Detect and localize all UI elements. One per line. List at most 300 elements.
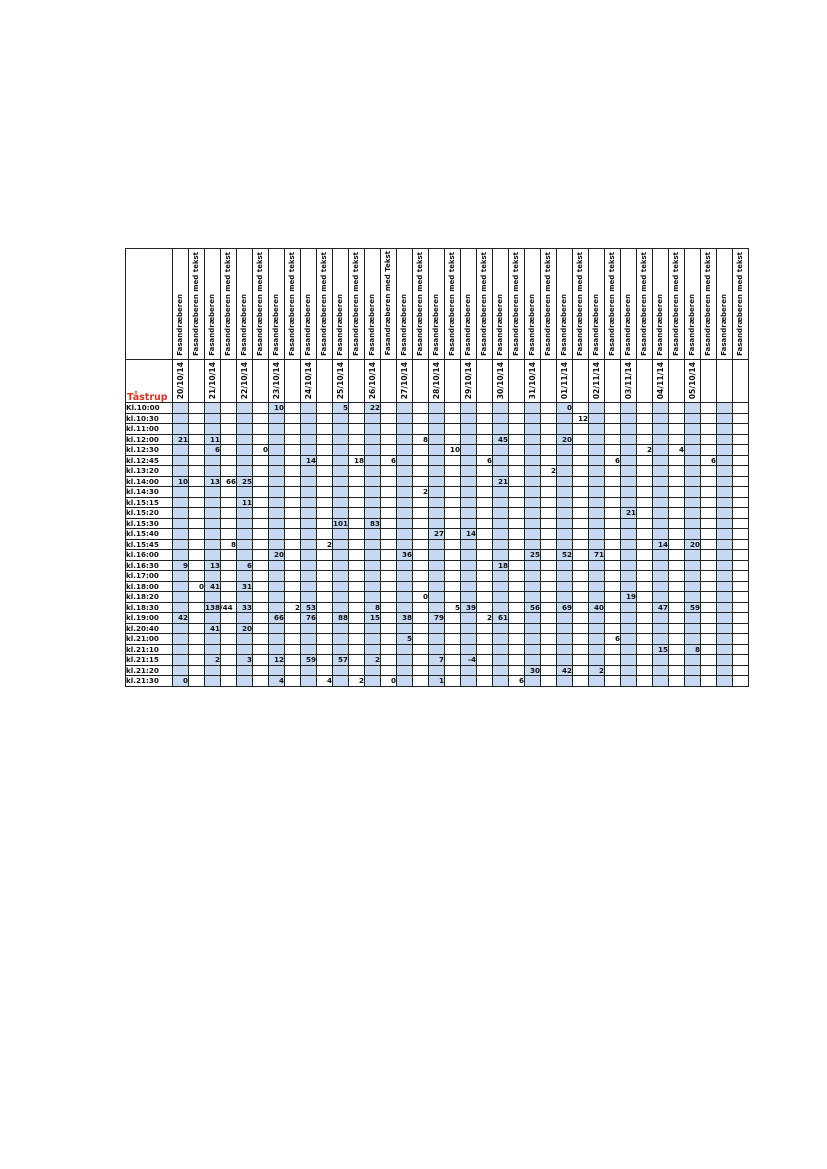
date-cell: [173, 359, 189, 402]
count-cell: [205, 634, 221, 645]
count-cell: [525, 644, 541, 655]
count-cell: [397, 529, 413, 540]
count-cell: [493, 497, 509, 508]
column-header-label: Fasandræberen: [656, 293, 664, 356]
count-cell: [701, 466, 717, 477]
count-cell: -4: [461, 655, 477, 666]
count-cell: [413, 655, 429, 666]
column-header-label: Fasandræberen: [336, 293, 344, 356]
count-cell: [525, 434, 541, 445]
count-cell: [573, 508, 589, 519]
count-cell: [573, 571, 589, 582]
column-header-label: Fasandræberen med tekst: [448, 251, 456, 356]
count-cell: 45: [493, 434, 509, 445]
count-cell: [573, 634, 589, 645]
count-cell: [301, 466, 317, 477]
count-cell: [685, 592, 701, 603]
count-cell: [653, 592, 669, 603]
count-cell: [557, 476, 573, 487]
count-cell: [653, 655, 669, 666]
count-cell: [349, 424, 365, 435]
count-cell: [285, 665, 301, 676]
count-cell: [349, 476, 365, 487]
count-cell: [605, 487, 621, 498]
column-header-label: Fasandræberen med tekst: [320, 251, 328, 356]
date-label: 27/10/14: [399, 361, 409, 399]
column-header: [205, 249, 221, 360]
count-cell: [285, 497, 301, 508]
count-cell: [621, 550, 637, 561]
count-cell: [381, 497, 397, 508]
count-cell: 79: [429, 613, 445, 624]
count-cell: [669, 403, 685, 414]
count-cell: [685, 623, 701, 634]
count-cell: [493, 550, 509, 561]
count-cell: [461, 634, 477, 645]
count-cell: 83: [365, 518, 381, 529]
count-cell: 0: [253, 445, 269, 456]
count-cell: 5: [445, 602, 461, 613]
count-cell: [317, 571, 333, 582]
count-cell: [333, 529, 349, 540]
count-cell: [525, 571, 541, 582]
count-cell: [397, 455, 413, 466]
count-cell: [621, 487, 637, 498]
count-cell: [317, 434, 333, 445]
count-cell: [701, 644, 717, 655]
count-cell: [269, 424, 285, 435]
count-cell: [253, 413, 269, 424]
count-cell: [637, 623, 653, 634]
count-cell: [733, 655, 749, 666]
column-header-label: Fasandræberen: [400, 293, 408, 356]
count-cell: [685, 676, 701, 687]
count-cell: [477, 413, 493, 424]
count-cell: [541, 613, 557, 624]
count-cell: [653, 424, 669, 435]
count-cell: [365, 508, 381, 519]
count-cell: [205, 466, 221, 477]
count-cell: 31: [237, 581, 253, 592]
date-label: 02/11/14: [591, 361, 601, 399]
time-label: kl.16:30: [126, 560, 173, 571]
count-cell: [621, 613, 637, 624]
count-cell: [333, 434, 349, 445]
count-cell: [733, 539, 749, 550]
count-cell: 18: [349, 455, 365, 466]
count-cell: [477, 445, 493, 456]
count-cell: [301, 592, 317, 603]
table-row: [126, 424, 749, 435]
count-cell: [685, 560, 701, 571]
count-cell: [717, 613, 733, 624]
column-header-label: Fasandræberen: [464, 293, 472, 356]
table-row: [126, 434, 749, 445]
count-cell: [541, 539, 557, 550]
count-cell: [413, 623, 429, 634]
count-cell: [621, 665, 637, 676]
count-cell: [717, 550, 733, 561]
count-cell: [733, 403, 749, 414]
count-cell: [669, 634, 685, 645]
count-cell: [205, 413, 221, 424]
count-cell: [253, 466, 269, 477]
count-cell: [701, 634, 717, 645]
date-cell: [397, 359, 413, 402]
count-cell: [445, 529, 461, 540]
count-cell: [397, 508, 413, 519]
count-cell: [301, 539, 317, 550]
count-cell: [413, 539, 429, 550]
count-cell: [317, 487, 333, 498]
count-cell: [701, 445, 717, 456]
count-cell: [653, 476, 669, 487]
count-cell: [349, 518, 365, 529]
schedule-sheet: [125, 248, 744, 702]
count-cell: [413, 518, 429, 529]
count-cell: [301, 434, 317, 445]
count-cell: [701, 424, 717, 435]
time-label: kl.15:15: [126, 497, 173, 508]
count-cell: [605, 403, 621, 414]
count-cell: [285, 455, 301, 466]
count-cell: [573, 497, 589, 508]
count-cell: 2: [349, 676, 365, 687]
date-cell: [205, 359, 221, 402]
count-cell: [429, 644, 445, 655]
count-cell: [605, 434, 621, 445]
count-cell: [461, 560, 477, 571]
count-cell: [173, 455, 189, 466]
count-cell: 40: [589, 602, 605, 613]
count-cell: [477, 529, 493, 540]
count-cell: [493, 571, 509, 582]
date-cell: [685, 359, 701, 402]
count-cell: [685, 466, 701, 477]
count-cell: [301, 571, 317, 582]
count-cell: [285, 413, 301, 424]
column-header-label: Fasandræberen: [592, 293, 600, 356]
table-row: [126, 518, 749, 529]
count-cell: [669, 476, 685, 487]
count-cell: [621, 445, 637, 456]
count-cell: 42: [173, 613, 189, 624]
column-header-label: Fasandræberen med tekst: [640, 251, 648, 356]
count-cell: [237, 529, 253, 540]
count-cell: [253, 403, 269, 414]
count-cell: [173, 466, 189, 477]
count-cell: [397, 581, 413, 592]
count-cell: [701, 550, 717, 561]
count-cell: [397, 497, 413, 508]
count-cell: [717, 665, 733, 676]
count-cell: [173, 487, 189, 498]
count-cell: [557, 655, 573, 666]
count-cell: [637, 634, 653, 645]
count-cell: 71: [589, 550, 605, 561]
count-cell: [493, 676, 509, 687]
count-cell: [509, 665, 525, 676]
count-cell: [509, 655, 525, 666]
column-header-label: Fasandræberen: [240, 293, 248, 356]
count-cell: [605, 665, 621, 676]
count-cell: [349, 634, 365, 645]
count-cell: [573, 539, 589, 550]
count-cell: [221, 403, 237, 414]
column-header: [605, 249, 621, 360]
count-cell: [477, 644, 493, 655]
count-cell: [429, 455, 445, 466]
count-cell: [621, 655, 637, 666]
count-cell: [365, 434, 381, 445]
count-cell: [301, 487, 317, 498]
table-row: [126, 466, 749, 477]
count-cell: 6: [605, 634, 621, 645]
time-label: kl.15:30: [126, 518, 173, 529]
count-cell: 38: [397, 613, 413, 624]
count-cell: [477, 508, 493, 519]
count-cell: 4: [669, 445, 685, 456]
count-cell: [461, 644, 477, 655]
count-cell: [365, 550, 381, 561]
count-cell: 12: [573, 413, 589, 424]
count-cell: [637, 508, 653, 519]
count-cell: [589, 644, 605, 655]
time-label: kl.17:00: [126, 571, 173, 582]
time-label: kl.12:30: [126, 445, 173, 456]
count-cell: 27: [429, 529, 445, 540]
count-cell: [173, 665, 189, 676]
count-cell: [173, 592, 189, 603]
count-cell: [253, 623, 269, 634]
count-cell: [205, 539, 221, 550]
count-cell: [301, 550, 317, 561]
column-header-label: Fasandræberen: [496, 293, 504, 356]
count-cell: 5: [333, 403, 349, 414]
count-cell: [429, 571, 445, 582]
count-cell: 11: [237, 497, 253, 508]
count-cell: [253, 655, 269, 666]
count-cell: [717, 560, 733, 571]
column-header: [237, 249, 253, 360]
column-header: [509, 249, 525, 360]
count-cell: [653, 613, 669, 624]
table-row: [126, 508, 749, 519]
date-cell: [733, 359, 749, 402]
count-cell: [237, 550, 253, 561]
count-cell: [237, 518, 253, 529]
count-cell: 6: [509, 676, 525, 687]
count-cell: [733, 581, 749, 592]
count-cell: [509, 497, 525, 508]
count-cell: [189, 487, 205, 498]
count-cell: [589, 529, 605, 540]
count-cell: [541, 571, 557, 582]
count-cell: [413, 403, 429, 414]
count-cell: [573, 550, 589, 561]
count-cell: [717, 487, 733, 498]
count-cell: [541, 644, 557, 655]
count-cell: [365, 539, 381, 550]
count-cell: [557, 592, 573, 603]
count-cell: [653, 445, 669, 456]
count-cell: [317, 403, 333, 414]
count-cell: [285, 476, 301, 487]
count-cell: [189, 676, 205, 687]
count-cell: [637, 539, 653, 550]
count-cell: [477, 581, 493, 592]
count-cell: [269, 644, 285, 655]
count-cell: [285, 518, 301, 529]
count-cell: [221, 592, 237, 603]
count-cell: [413, 508, 429, 519]
count-cell: [669, 466, 685, 477]
count-cell: [301, 644, 317, 655]
column-header: [653, 249, 669, 360]
count-cell: [717, 497, 733, 508]
count-cell: [717, 434, 733, 445]
column-header-label: Fasandræberen: [304, 293, 312, 356]
count-cell: [509, 560, 525, 571]
count-cell: [669, 424, 685, 435]
count-cell: [525, 529, 541, 540]
count-cell: [493, 592, 509, 603]
date-cell: [445, 359, 461, 402]
count-cell: [253, 455, 269, 466]
count-cell: [493, 413, 509, 424]
count-cell: [397, 466, 413, 477]
count-cell: [621, 571, 637, 582]
count-cell: 101: [333, 518, 349, 528]
count-cell: [189, 455, 205, 466]
date-label: 28/10/14: [431, 361, 441, 399]
count-cell: [589, 571, 605, 582]
count-cell: [557, 487, 573, 498]
count-cell: [445, 665, 461, 676]
count-cell: [269, 592, 285, 603]
count-cell: [557, 508, 573, 519]
count-cell: [509, 613, 525, 624]
count-cell: 3: [237, 655, 253, 666]
count-cell: [269, 571, 285, 582]
count-cell: [413, 424, 429, 435]
count-cell: [221, 434, 237, 445]
count-cell: [189, 445, 205, 456]
count-cell: 6: [381, 455, 397, 466]
count-cell: [205, 455, 221, 466]
count-cell: [509, 487, 525, 498]
count-cell: [493, 403, 509, 414]
column-header-label: Fasandræberen med tekst: [576, 251, 584, 356]
count-cell: [605, 602, 621, 613]
count-cell: [461, 434, 477, 445]
count-cell: 52: [557, 550, 573, 561]
count-cell: 6: [205, 445, 221, 456]
count-cell: [173, 508, 189, 519]
column-header: [173, 249, 189, 360]
count-cell: [333, 539, 349, 550]
count-cell: [269, 434, 285, 445]
count-cell: [381, 424, 397, 435]
date-label: 24/10/14: [303, 361, 313, 399]
count-cell: [253, 508, 269, 519]
count-cell: 76: [301, 613, 317, 624]
count-cell: [349, 466, 365, 477]
count-cell: [173, 497, 189, 508]
column-header: [301, 249, 317, 360]
count-cell: [653, 571, 669, 582]
count-cell: [429, 424, 445, 435]
count-cell: 12: [269, 655, 285, 666]
count-cell: [509, 518, 525, 529]
count-cell: [493, 466, 509, 477]
count-cell: [557, 445, 573, 456]
count-cell: [429, 434, 445, 445]
count-cell: [573, 676, 589, 687]
time-label: kl.18:20: [126, 592, 173, 603]
count-cell: [301, 476, 317, 487]
count-cell: [285, 434, 301, 445]
count-cell: 1: [429, 676, 445, 687]
date-cell: [557, 359, 573, 402]
count-cell: [477, 634, 493, 645]
date-label: 01/11/14: [559, 361, 569, 399]
count-cell: [205, 644, 221, 655]
count-cell: [573, 665, 589, 676]
count-cell: [253, 487, 269, 498]
column-header-label: Fasandræberen med tekst: [352, 251, 360, 356]
count-cell: [445, 644, 461, 655]
count-cell: [733, 676, 749, 687]
column-header-label: Fasandræberen: [624, 293, 632, 356]
count-cell: 9: [173, 560, 189, 571]
column-header: [589, 249, 605, 360]
count-cell: [637, 466, 653, 477]
count-cell: [525, 592, 541, 603]
table-row: [126, 445, 749, 456]
count-cell: [285, 644, 301, 655]
count-cell: [717, 424, 733, 435]
count-cell: [253, 497, 269, 508]
time-label: kl.18:30: [126, 602, 173, 613]
count-cell: [365, 487, 381, 498]
column-header-label: Fasandræberen med tekst: [224, 251, 232, 356]
count-cell: [733, 455, 749, 466]
count-cell: [333, 466, 349, 477]
count-cell: [589, 655, 605, 666]
count-cell: 0: [413, 592, 429, 603]
count-cell: [509, 466, 525, 477]
time-label: kl.19:00: [126, 613, 173, 624]
column-header-label: Fasandræberen med tekst: [544, 251, 552, 356]
count-cell: [269, 497, 285, 508]
count-cell: 13: [205, 560, 221, 571]
count-cell: [349, 665, 365, 676]
count-cell: [541, 518, 557, 529]
count-cell: 59: [301, 655, 317, 666]
count-cell: [621, 466, 637, 477]
count-cell: [589, 445, 605, 456]
count-cell: [173, 413, 189, 424]
count-cell: [589, 676, 605, 687]
count-cell: [493, 655, 509, 666]
count-cell: [493, 455, 509, 466]
count-cell: [317, 623, 333, 634]
count-cell: [413, 497, 429, 508]
count-cell: [509, 413, 525, 424]
count-cell: [477, 497, 493, 508]
count-cell: [237, 665, 253, 676]
